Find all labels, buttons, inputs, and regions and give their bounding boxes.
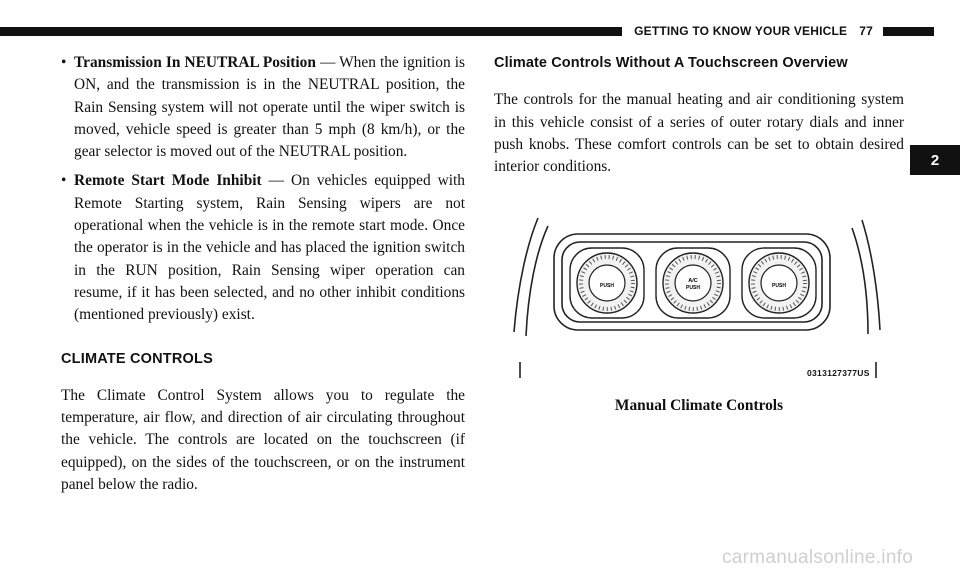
section-heading: CLIMATE CONTROLS <box>61 350 213 367</box>
figure-caption: Manual Climate Controls <box>614 397 784 414</box>
climate-controls-illustration <box>512 212 886 380</box>
knob-label-left: PUSH <box>600 283 614 289</box>
bullet-term: Transmission In NEUTRAL Position <box>74 54 316 71</box>
figure-code: 0313127377US <box>807 368 870 378</box>
page-number: 77 <box>859 24 873 38</box>
section-paragraph: The Climate Control System allows you to regulate the temperature, air flow, and direction of air circulating throughout the vehicle. The controls are located on the touchscreen (if equipped), on the sides of the touchscreen, or on the instrument panel below the radio. <box>61 386 465 494</box>
dash-outline-left <box>514 218 538 332</box>
knob-label-right: PUSH <box>772 283 786 289</box>
bullet-text: — When the ignition is ON, and the transmission is in the NEUTRAL position, the Rain Sensing system will not operate until the wiper switch is moved, vehicle speed is greater than 5 mph (8 km/h), or the gear selector is moved out of the NEUTRAL position. <box>74 54 465 161</box>
bullet-item-remote-start <box>61 170 465 326</box>
subsection-heading: Climate Controls Without A Touchscreen Overview <box>494 55 848 71</box>
bullet-term: Remote Start Mode Inhibit <box>74 172 262 190</box>
temperature-dial <box>577 253 637 313</box>
dash-outline-right <box>862 220 880 330</box>
bullet-item-neutral <box>61 52 465 163</box>
subsection-paragraph: The controls for the manual heating and air conditioning system in this vehicle consist of a series of outer rotary dials and inner push knobs. These comfort controls can be set to obtain desired interior conditions. <box>494 91 904 176</box>
bullet-text: — On vehicles equipped with Remote Starting system, Rain Sensing wipers are not operational when the vehicle is in the remote start mode. Once the operator is in the vehicle and has placed the ignition switch in the RUN position, Rain Sensing wiper operation can resume, if it has been selected, and no other inhibit conditions (mentioned previously) exist. <box>74 172 465 324</box>
dash-outline-right-inner <box>852 228 868 334</box>
fan-speed-dial <box>749 253 809 313</box>
watermark: carmanualsonline.info <box>722 547 914 568</box>
running-header <box>622 23 883 40</box>
knob-label-ac: A/C <box>688 278 698 284</box>
bullet-dot: • <box>61 172 67 190</box>
left-column <box>61 52 465 496</box>
mode-dial <box>663 253 723 313</box>
chapter-tab: 2 <box>910 145 960 175</box>
knob-label-center: PUSH <box>686 285 700 291</box>
right-column <box>494 52 904 178</box>
bullet-dot: • <box>61 54 67 71</box>
header-title: GETTING TO KNOW YOUR VEHICLE <box>634 24 848 38</box>
